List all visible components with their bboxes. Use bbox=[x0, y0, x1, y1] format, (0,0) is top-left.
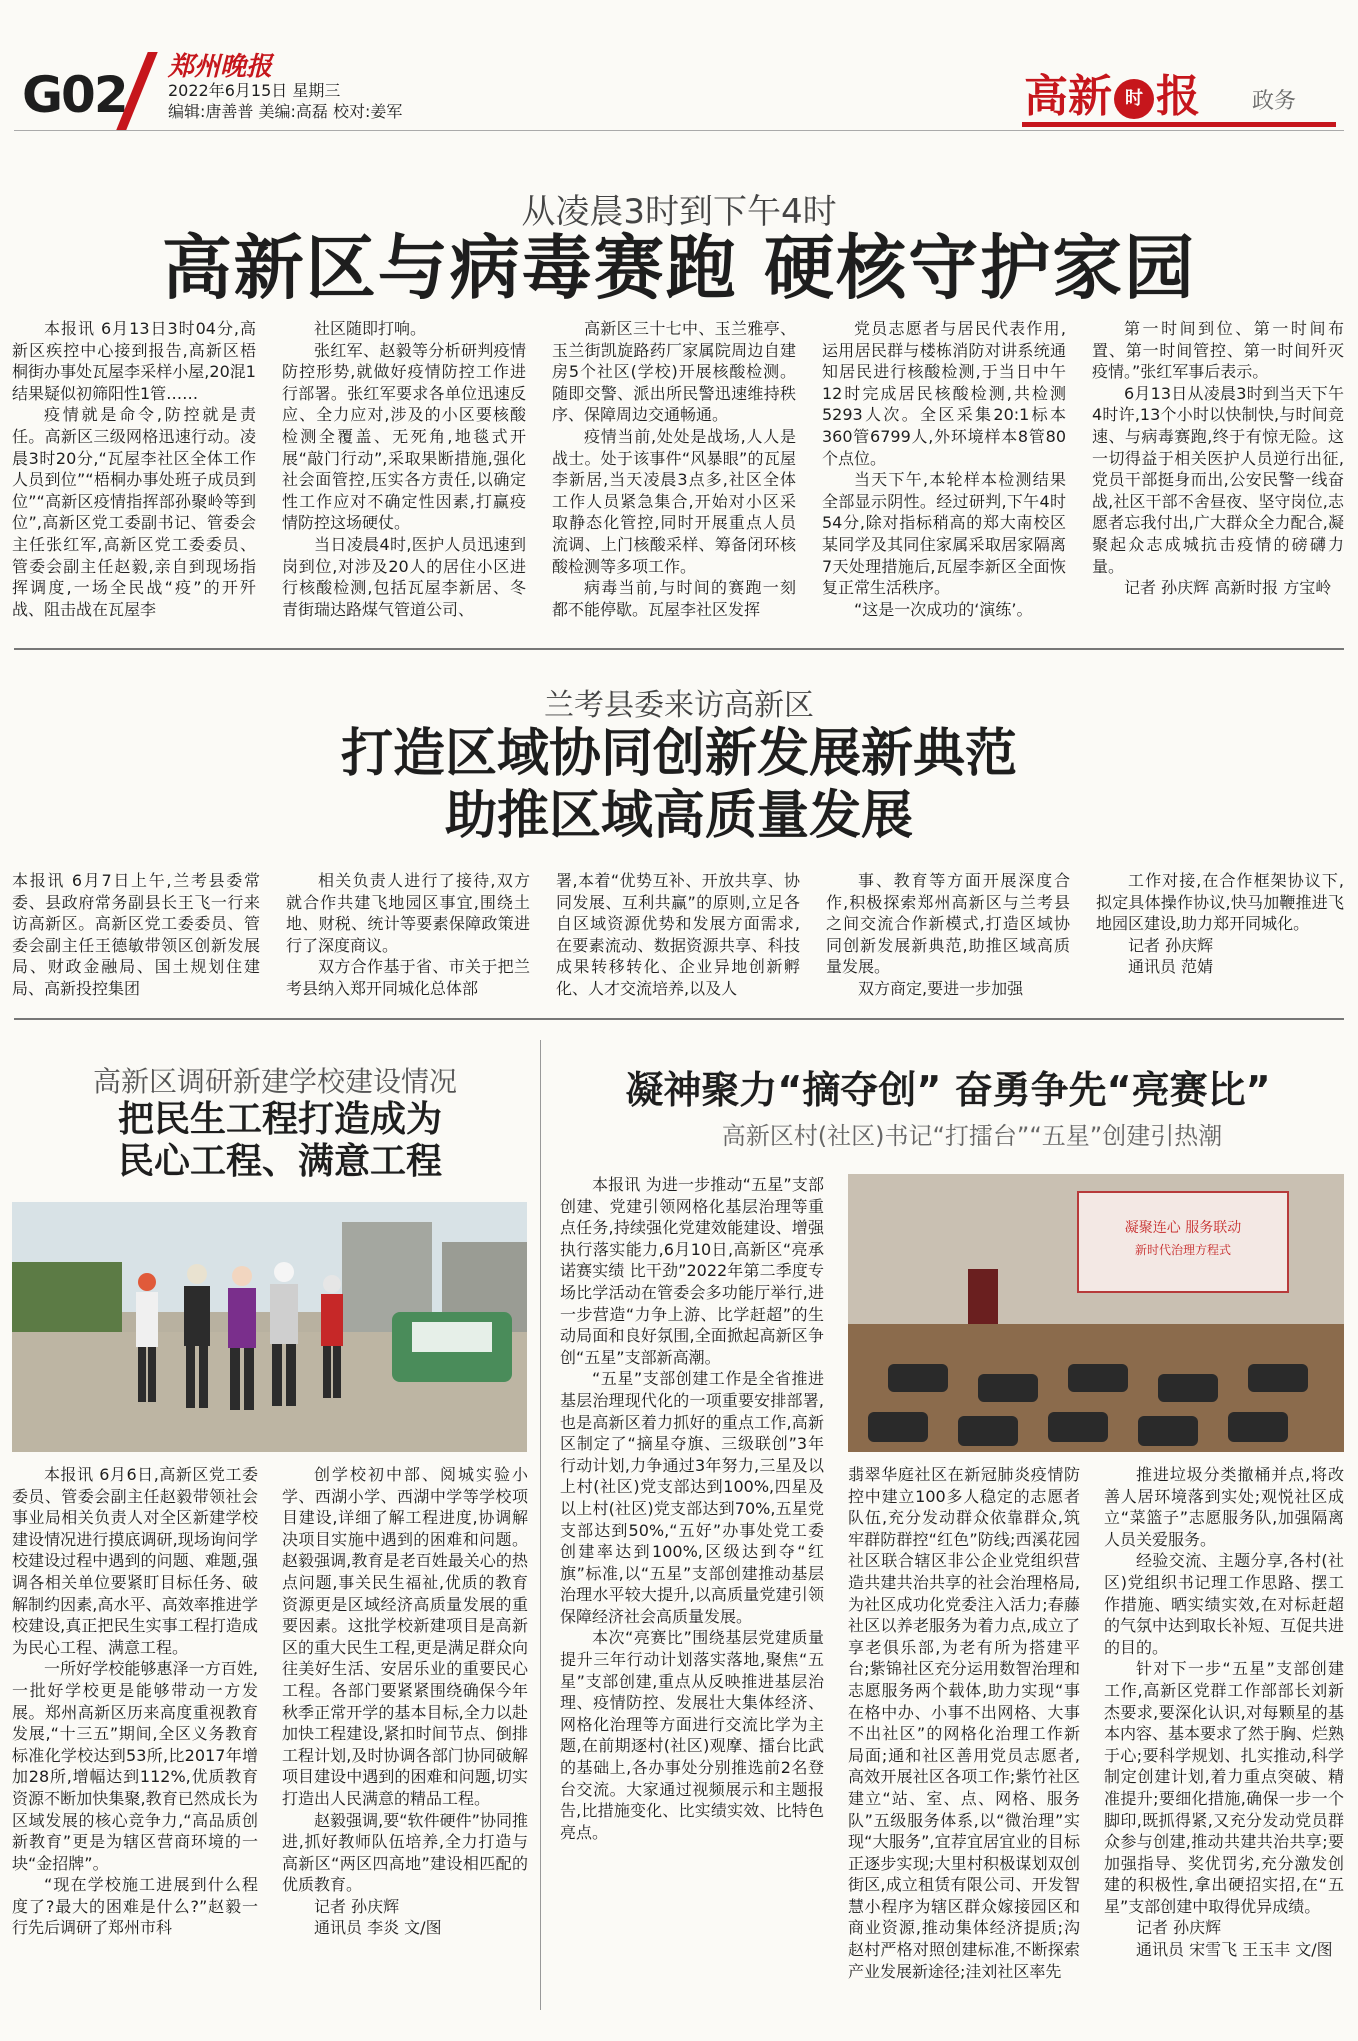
a2-col-1: 本报讯 6月7日上午,兰考县委常委、县政府常务副县长王飞一行来访高新区。高新区党工委委员、管委会副主任王德敏带领区创新发展局、财政金融局、国土规划住建局、高新投控集团 bbox=[12, 871, 260, 998]
a2-headline-2: 助推区域高质量发展 bbox=[444, 786, 913, 846]
banner-text-2: 新时代治理方程式 bbox=[1134, 1243, 1232, 1257]
a3-kicker: 高新区调研新建学校建设情况 bbox=[92, 1065, 457, 1098]
issue-editors: 编辑:唐善普 美编:高磊 校对:姜军 bbox=[168, 102, 403, 121]
a2-col-4: 事、教育等方面开展深度合作,积极探索郑州高新区与兰考县之间交流合作新模式,打造区域协同创新发展新典范,助推区域高质量发展。 双方商定,要进一步加强 bbox=[826, 871, 1070, 998]
column-logo-a: 高新 bbox=[1024, 71, 1112, 122]
a4-headline: 凝神聚力“摘夺创” 奋勇争先“亮赛比” bbox=[625, 1068, 1271, 1112]
a1-col-4: 党员志愿者与居民代表作用,运用居民群与楼栋消防对讲系统通知居民进行核酸检测,于当日中午12时完成居民核酸检测,共检测5293人次。全区采集20:1标本360管6799人,外环境样本8管80个点位。 当天下午,本轮样本检测结果全部显示阴性。经过研判,下午4时54分,除对指标稍高的郑大南校区某同学及其同住家属采取居家隔离7天处理措施后,瓦屋李新区全面恢复正常生活秩序。 “这是一次成功的‘演练’。 bbox=[822, 319, 1066, 619]
meeting-hall-illustration bbox=[848, 1174, 1344, 1452]
column-logo bbox=[1024, 60, 1200, 124]
a3-photo bbox=[12, 1202, 527, 1452]
a1-col-5: 第一时间到位、第一时间布置、第一时间管控、第一时间歼灭疫情。”张红军事后表示。 6月13日从凌晨3时到当天下午4时许,13个小时以快制快,与时间竞速、与病毒赛跑,终于有惊无险。这一切得益于相关医护人员逆行出征,党员干部挺身而出,公安民警一线奋战,社区干部不舍昼夜、坚守岗位,志愿者忘我付出,广大群众全力配合,凝聚起众志成城抗击疫情的磅礴力量。 记者 孙庆辉 高新时报 方宝岭 bbox=[1092, 319, 1344, 598]
a2-headline-1: 打造区域协同创新发展新典范 bbox=[340, 724, 1017, 784]
a4-col-3: 推进垃圾分类撤桶并点,将改善人居环境落到实处;观悦社区成立“菜篮子”志愿服务队,加强隔离人员关爱服务。 经验交流、主题分享,各村(社区)党组织书记理工作思路、摆工作措施、晒实绩实效,在对标赶超的气氛中达到取长补短、互促共进的目的。 针对下一步“五星”支部创建工作,高新区党群工作部部长刘新杰要求,要深化认识,对每颗星的基本内容、基本要求了然于胸、烂熟于心;要科学规划、扎实推动,科学制定创建计划,着力重点突破、精准提升;要细化措施,确保一步一个脚印,既抓得紧,又充分发动党员群众参与创建,推动共建共治共享;要加强指导、奖优罚劣,充分激发创建的积极性,拿出硬招实招,在“五星”支部创建中取得优异成绩。 记者 孙庆辉 通讯员 宋雪飞 王玉丰 文/图 bbox=[1104, 1465, 1344, 1960]
a3-col-2: 创学校初中部、阅城实验小学、西湖小学、西湖中学等学校项目建设,详细了解工程进度,协调解决项目实施中遇到的困难和问题。赵毅强调,教育是老百姓最关心的热点问题,事关民生福祉,优质的教育资源更是区域经济高质量发展的重要因素。这批学校新建项目是高新区的重大民生工程,更是满足群众向往美好生活、安居乐业的重要民心工程。各部门要紧紧围绕确保今年秋季正常开学的基本目标,全力以赴加快工程建设,紧扣时间节点、倒排工程计划,及时协调各部门协同破解项目建设中遇到的困难和问题,切实打造出人民满意的精品工程。 赵毅强调,要“软件硬件”协同推进,抓好教师队伍培养,全力打造与高新区“两区四高地”建设相匹配的优质教育。 记者 孙庆辉 通讯员 李炎 文/图 bbox=[282, 1465, 528, 1938]
column-underline bbox=[1022, 122, 1336, 127]
a2-bottom-rule bbox=[14, 1018, 1344, 1020]
section-label: 政务 bbox=[1252, 89, 1297, 114]
a4-subheadline: 高新区村(社区)书记“打擂台”“五星”创建引热潮 bbox=[721, 1122, 1223, 1150]
a1-kicker: 从凌晨3时到下午4时 bbox=[521, 192, 837, 232]
a1-col-1: 本报讯 6月13日3时04分,高新区疾控中心接到报告,高新区梧桐街办事处瓦屋李采样小屋,20混1结果疑似初筛阳性1管…… 疫情就是命令,防控就是责任。高新区三级网格迅速行动。凌晨3时20分,“瓦屋李社区全体工作人员到位”“梧桐办事处班子成员到位”“高新区疫情指挥部孙聚岭等到位”,高新区党工委副书记、管委会主任张红军,高新区党工委委员、管委会副主任赵毅,亲自到现场指挥调度,一场全民战“疫”的开歼战、阻击战在瓦屋李 bbox=[12, 319, 256, 619]
a4-col-2: 翡翠华庭社区在新冠肺炎疫情防控中建立100多人稳定的志愿者队伍,充分发动群众依靠群众,筑牢群防群控“红色”防线;西溪花园社区联合辖区非公企业党组织营造共建共治共享的社会治理格局,为社区成功化党委注入活力;春藤社区以养老服务为着力点,成立了享老俱乐部,为老有所为搭建平台;紫锦社区充分运用数智治理和志愿服务两个载体,助力实现“事在格中办、小事不出网格、大事不出社区”的网格化治理工作新局面;通和社区善用党员志愿者,高效开展社区各项工作;紫竹社区建立“站、室、点、网格、服务队”五级服务体系,以“微治理”实现“大服务”,宜荐宜居宜业的目标正逐步实现;大里村积极谋划双创街区,成立租赁有限公司、开发智慧小程序为辖区群众嫁接园区和商业资源,推动集体经济提质;沟赵村严格对照创建标准,不断探索产业发展新途径;洼刘社区率先 bbox=[848, 1465, 1080, 1981]
a2-col-2: 相关负责人进行了接待,双方就合作共建飞地园区事宜,围绕土地、财税、统计等要素保障政策进行了深度商议。 双方合作基于省、市关于把兰考县纳入郑开同城化总体部 bbox=[286, 871, 530, 998]
a3-headline-1: 把民生工程打造成为 bbox=[117, 1099, 442, 1140]
a2-col-3: 署,本着“优势互补、开放共享、协同发展、互利共赢”的原则,立足各自区域资源优势和发展方面需求,在要素流动、数据资源共享、科技成果转移转化、企业异地创新孵化、人才交流培养,以及人 bbox=[556, 871, 800, 998]
a1-col-3: 高新区三十七中、玉兰雅亭、玉兰街凯旋路药厂家属院周边自建房5个社区(学校)开展核酸检测。随即交警、派出所民警迅速维持秩序、保障周边交通畅通。 疫情当前,处处是战场,人人是战士。处于该事件“风暴眼”的瓦屋李新居,当天凌晨3点多,社区全体工作人员紧急集合,开始对小区采取静态化管控,同时开展重点人员流调、上门核酸采样、筹备闭环核酸检测等多项工作。 病毒当前,与时间的赛跑一刻都不能停歇。瓦屋李社区发挥 bbox=[552, 319, 796, 619]
column-logo-b: 报 bbox=[1156, 71, 1200, 122]
a3-headline-2: 民心工程、满意工程 bbox=[117, 1141, 442, 1182]
column-logo-mid: 时 bbox=[1114, 79, 1154, 119]
a2-col-5: 工作对接,在合作框架协议下,拟定具体操作协议,快马加鞭推进飞地园区建设,助力郑开同城化。 记者 孙庆辉 通讯员 范婧 bbox=[1096, 871, 1344, 977]
a4-col-1: 本报讯 为进一步推动“五星”支部创建、党建引领网格化基层治理等重点任务,持续强化党建效能建设、增强执行落实能力,6月10日,高新区“亮承诺赛实绩 比干劲”2022年第二季度专场比学活动在管委会多功能厅举行,进一步营造“力争上游、比学赶超”的生动局面和良好氛围,全面掀起高新区争创“五星”支部新高潮。 “五星”支部创建工作是全省推进基层治理现代化的一项重要安排部署,也是高新区着力抓好的重点工作,高新区制定了“摘星夺旗、三级联创”3年行动计划,力争通过3年努力,三星及以上村(社区)党支部达到100%,四星及以上村(社区)党支部达到70%,五星党支部达到50%,“五好”办事处党工委创建率达到100%,区级达到夺“红旗”标准,以“五星”支部创建推动基层治理水平较大提升,以高质量党建引领保障经济社会高质量发展。 本次“亮赛比”围绕基层党建质量提升三年行动计划落实落地,聚焦“五星”支部创建,重点从反映推进基层治理、疫情防控、发展壮大集体经济、网格化治理等方面进行交流比学为主题,在前期逐村(社区)观摩、擂台比武的基础上,各办事处分别推选前2名登台交流。大家通过视频展示和主题报告,比措施变化、比实绩实效、比特色亮点。 bbox=[560, 1175, 824, 1842]
a1-col-2: 社区随即打响。 张红军、赵毅等分析研判疫情防控形势,就做好疫情防控工作进行部署。张红军要求各单位迅速反应、全力应对,涉及的小区要核酸检测全覆盖、无死角,地毯式开展“敲门行动”,采取果断措施,强化社会面管控,压实各方责任,以确定性工作应对不确定性因素,打赢疫情防控这场硬仗。 当日凌晨4时,医护人员迅速到岗到位,对涉及20人的居住小区进行核酸检测,包括瓦屋李新居、冬青街瑞达路煤气管道公司、 bbox=[282, 319, 526, 619]
banner-text-1: 凝聚连心 服务联动 bbox=[1124, 1220, 1242, 1236]
column-divider bbox=[540, 1040, 541, 2010]
a1-bottom-rule bbox=[14, 648, 1344, 650]
a3-col-1: 本报讯 6月6日,高新区党工委委员、管委会副主任赵毅带领社会事业局相关负责人对全区新建学校建设情况进行摸底调研,现场询问学校建设过程中遇到的问题、难题,强调各相关单位要紧盯目标任务、破解制约因素,高水平、高效率推进学校建设,真正把民生实事工程打造成为民心工程、满意工程。 一所好学校能够惠泽一方百姓,一批好学校更是能够带动一方发展。郑州高新区历来高度重视教育发展,“十三五”期间,全区义务教育标准化学校达到53所,比2017年增加28所,增幅达到112%,优质教育资源不断加快集聚,教育已然成长为区域发展的核心竞争力,“高品质创新教育”更是为辖区营商环境的一块“金招牌”。 “现在学校施工进展到什么程度了?最大的困难是什么?”赵毅一行先后调研了郑州市科 bbox=[12, 1465, 258, 1938]
paper-logo: 郑州晚报 bbox=[168, 52, 273, 82]
school-site-illustration bbox=[12, 1202, 527, 1452]
a1-headline: 高新区与病毒赛跑 硬核守护家园 bbox=[161, 227, 1197, 309]
issue-meta bbox=[168, 80, 402, 122]
a2-kicker: 兰考县委来访高新区 bbox=[544, 688, 814, 723]
page-number: G02 bbox=[22, 66, 127, 124]
a4-photo bbox=[848, 1174, 1344, 1452]
header-rule bbox=[14, 130, 1344, 131]
issue-date: 2022年6月15日 星期三 bbox=[168, 81, 341, 100]
